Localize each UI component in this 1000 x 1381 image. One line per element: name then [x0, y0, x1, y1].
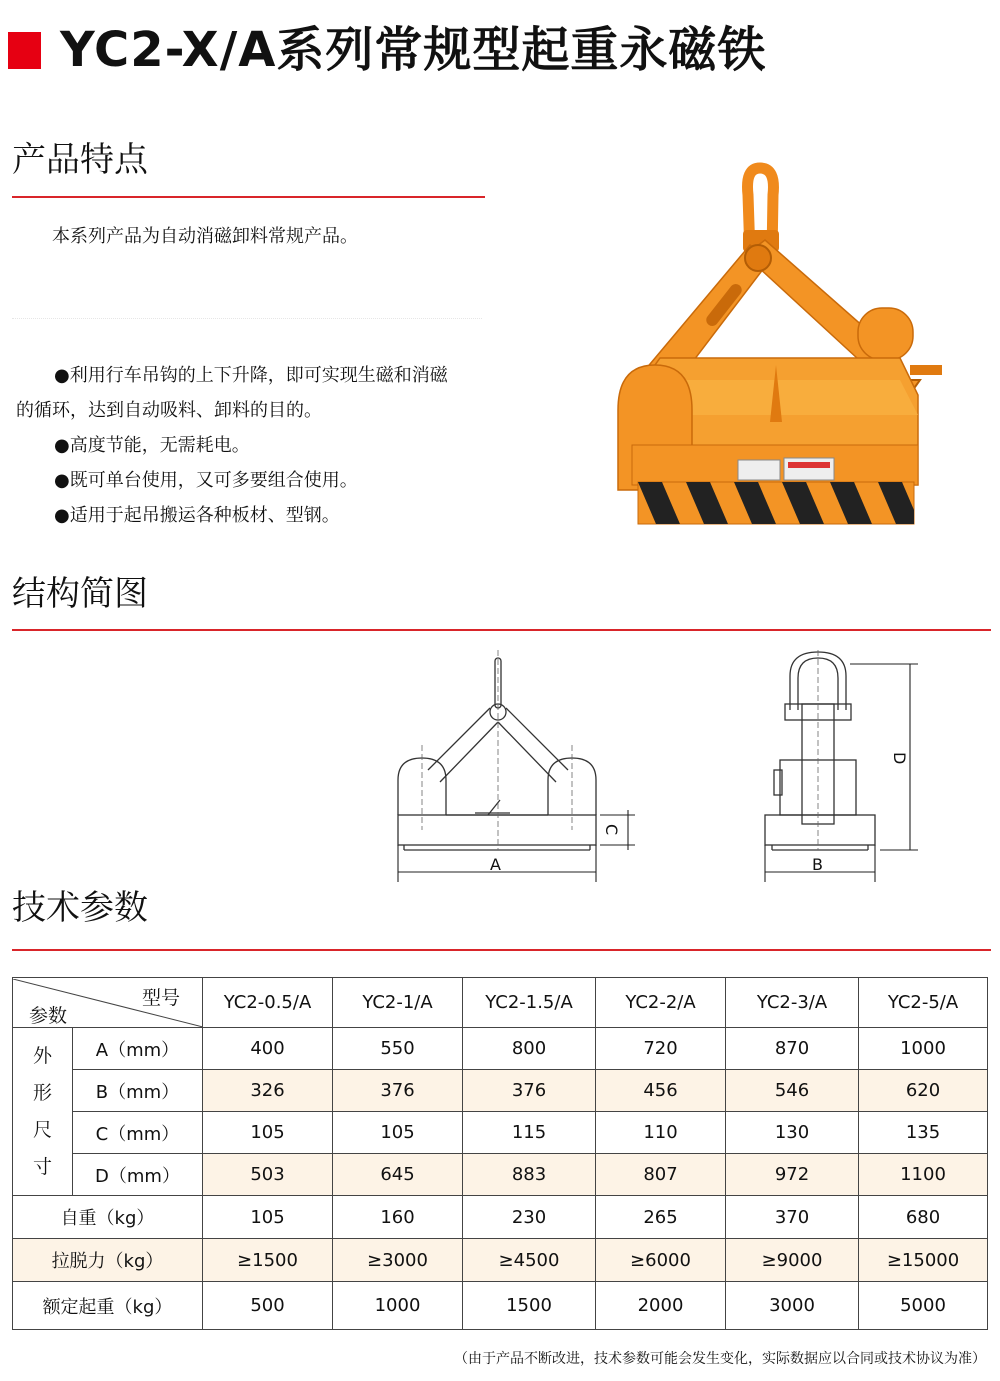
feature-item: ●既可单台使用，又可多要组合使用。	[54, 470, 358, 491]
dimension-label-b: B	[812, 855, 823, 874]
cell: 1000	[333, 1282, 463, 1330]
cell: 105	[333, 1112, 463, 1154]
row-label: D（mm）	[73, 1154, 203, 1196]
table-row	[13, 1196, 988, 1239]
table-row	[13, 1239, 988, 1282]
cell: 5000	[859, 1282, 988, 1330]
model-header: YC2-3/A	[726, 978, 859, 1028]
cell: 115	[463, 1112, 596, 1154]
side-view-drawing	[760, 650, 930, 885]
spec-table	[12, 977, 988, 1330]
feature-item: 的循环，达到自动吸料、卸料的目的。	[16, 400, 322, 421]
specs-heading: 技术参数	[12, 888, 148, 928]
structure-heading: 结构简图	[12, 574, 148, 614]
row-label: 额定起重（kg）	[13, 1282, 203, 1330]
cell: 800	[463, 1028, 596, 1070]
row-label: 拉脱力（kg）	[13, 1239, 203, 1282]
cell: 620	[859, 1070, 988, 1112]
table-row	[13, 1028, 988, 1070]
cell: 265	[596, 1196, 726, 1239]
dimension-label-a: A	[490, 855, 501, 874]
cell: ≥6000	[596, 1239, 726, 1282]
cell: 456	[596, 1070, 726, 1112]
cell: 870	[726, 1028, 859, 1070]
footnote: （由于产品不断改进，技术参数可能会发生变化，实际数据应以合同或技术协议为准）	[454, 1351, 986, 1367]
cell: 135	[859, 1112, 988, 1154]
feature-list	[16, 358, 496, 533]
cell: 503	[203, 1154, 333, 1196]
table-row	[13, 1070, 988, 1112]
cell: 160	[333, 1196, 463, 1239]
row-label: A（mm）	[73, 1028, 203, 1070]
specs-rule	[12, 949, 991, 951]
model-header: YC2-1.5/A	[463, 978, 596, 1028]
cell: 972	[726, 1154, 859, 1196]
table-row	[13, 1112, 988, 1154]
cell: 110	[596, 1112, 726, 1154]
cell: 680	[859, 1196, 988, 1239]
cell: 376	[463, 1070, 596, 1112]
dimension-label-d: D	[890, 752, 909, 765]
features-rule	[12, 196, 485, 198]
cell: 500	[203, 1282, 333, 1330]
structure-rule	[12, 629, 991, 631]
cell: 370	[726, 1196, 859, 1239]
cell: ≥4500	[463, 1239, 596, 1282]
page-title: YC2-X/A系列常规型起重永磁铁	[60, 22, 767, 78]
feature-item: ●适用于起吊搬运各种板材、型钢。	[54, 505, 340, 526]
cell: 550	[333, 1028, 463, 1070]
cell: 230	[463, 1196, 596, 1239]
cell: 720	[596, 1028, 726, 1070]
table-row	[13, 1282, 988, 1330]
product-photo	[600, 160, 960, 540]
row-label: 自重（kg）	[13, 1196, 203, 1239]
cell: 3000	[726, 1282, 859, 1330]
cell: 2000	[596, 1282, 726, 1330]
cell: 1500	[463, 1282, 596, 1330]
dotted-divider	[12, 318, 482, 319]
features-intro: 本系列产品为自动消磁卸料常规产品。	[52, 226, 358, 247]
dimension-group-label: 外 形 尺 寸	[13, 1028, 73, 1196]
cell: 546	[726, 1070, 859, 1112]
model-header: YC2-2/A	[596, 978, 726, 1028]
cell: ≥15000	[859, 1239, 988, 1282]
feature-item: ●高度节能，无需耗电。	[54, 435, 250, 456]
title-marker	[8, 32, 41, 69]
model-header: YC2-0.5/A	[203, 978, 333, 1028]
cell: 1100	[859, 1154, 988, 1196]
table-row	[13, 1154, 988, 1196]
dimension-label-c: C	[602, 824, 621, 836]
row-label: C（mm）	[73, 1112, 203, 1154]
row-label: B（mm）	[73, 1070, 203, 1112]
cell: 400	[203, 1028, 333, 1070]
corner-cell	[13, 978, 203, 1028]
cell: ≥1500	[203, 1239, 333, 1282]
cell: 105	[203, 1112, 333, 1154]
corner-label-model: 型号	[141, 986, 180, 1009]
front-view-drawing	[380, 650, 640, 885]
cell: 326	[203, 1070, 333, 1112]
cell: 645	[333, 1154, 463, 1196]
cell: ≥3000	[333, 1239, 463, 1282]
cell: ≥9000	[726, 1239, 859, 1282]
model-header: YC2-1/A	[333, 978, 463, 1028]
features-heading: 产品特点	[12, 140, 148, 180]
cell: 807	[596, 1154, 726, 1196]
feature-item: ●利用行车吊钩的上下升降，即可实现生磁和消磁	[54, 365, 448, 386]
cell: 105	[203, 1196, 333, 1239]
cell: 1000	[859, 1028, 988, 1070]
model-header: YC2-5/A	[859, 978, 988, 1028]
corner-label-param: 参数	[29, 1004, 68, 1027]
cell: 883	[463, 1154, 596, 1196]
table-header-row	[13, 978, 988, 1028]
cell: 130	[726, 1112, 859, 1154]
cell: 376	[333, 1070, 463, 1112]
